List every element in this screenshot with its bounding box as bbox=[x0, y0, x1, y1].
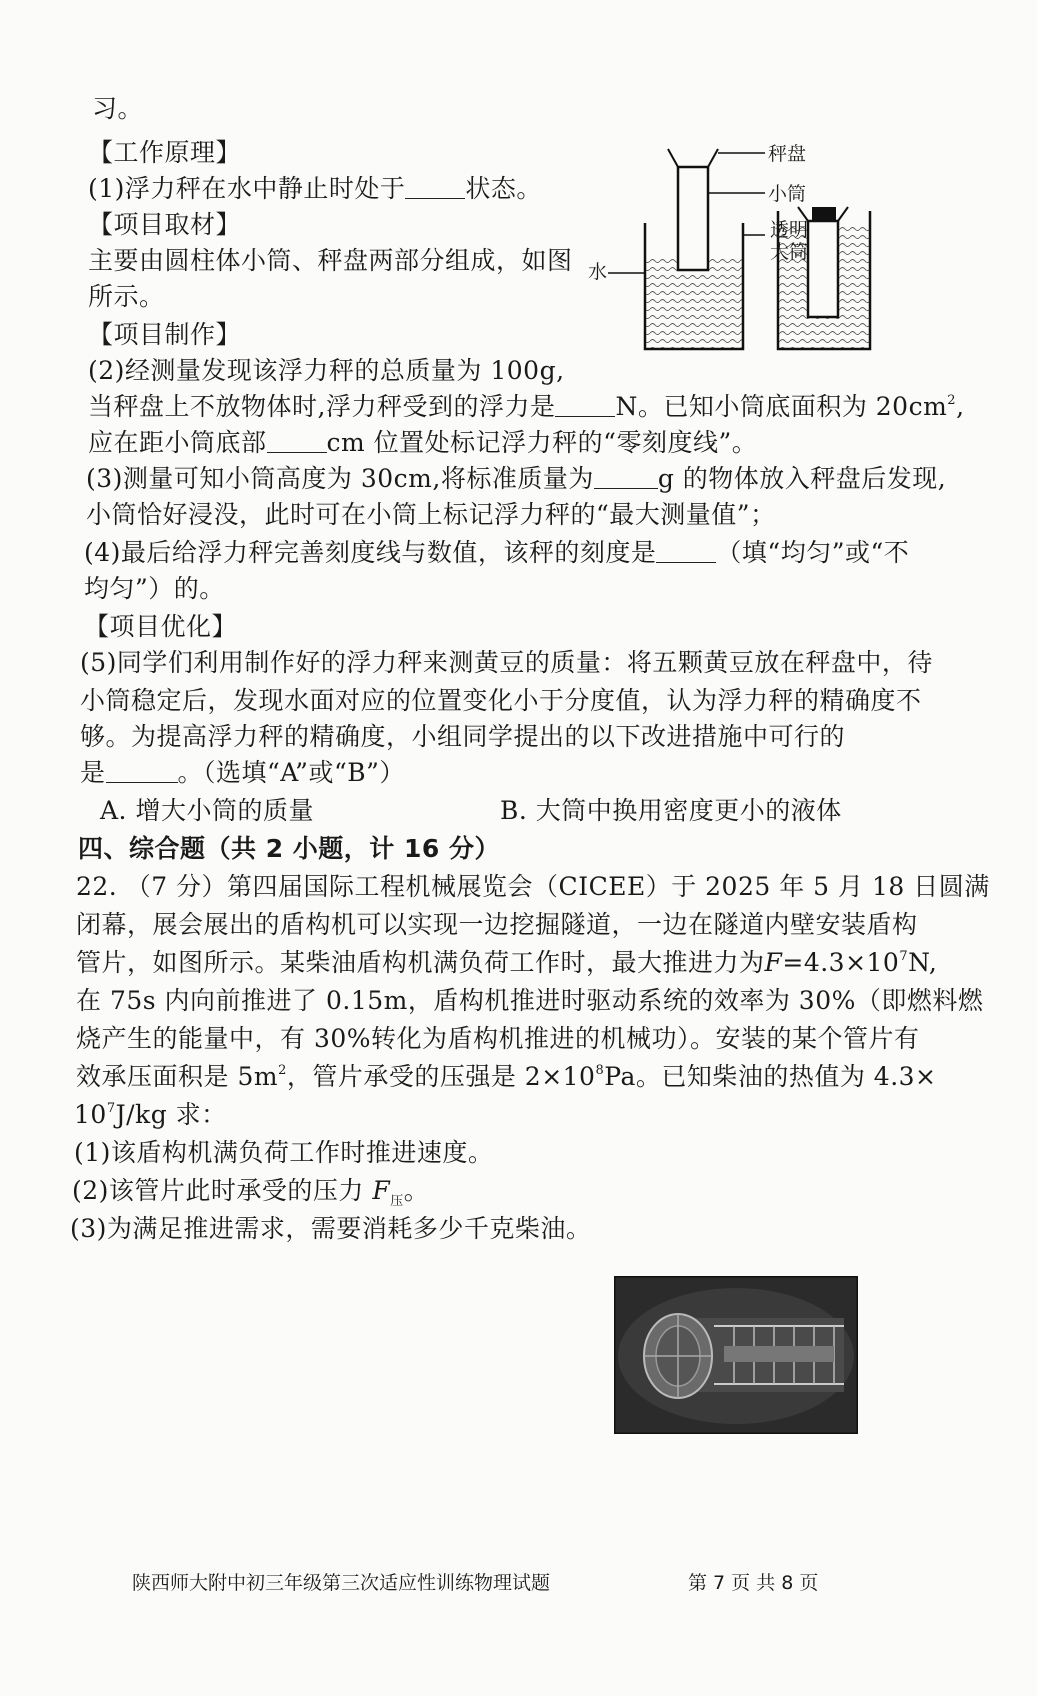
heading-make: 【项目制作】 bbox=[88, 320, 242, 349]
small-tube-right bbox=[808, 221, 838, 317]
heading-material: 【项目取材】 bbox=[88, 210, 242, 239]
option-a: A. 增大小筒的质量 bbox=[100, 796, 314, 825]
label-clear: 透明 bbox=[770, 219, 809, 241]
question-4-line-2: 均匀”）的。 bbox=[84, 574, 225, 603]
small-tube-left bbox=[678, 167, 708, 270]
tunnel-boring-machine-photo bbox=[614, 1276, 858, 1434]
label-small-tube: 小筒 bbox=[768, 183, 807, 205]
material-text-2: 所示。 bbox=[88, 282, 165, 311]
label-big-tube: 大筒 bbox=[770, 241, 809, 263]
question-22-sub-3: (3)为满足推进需求，需要消耗多少千克柴油。 bbox=[70, 1214, 592, 1243]
answer-blank-4 bbox=[656, 540, 716, 563]
question-2-line-1: (2)经测量发现该浮力秤的总质量为 100g, bbox=[88, 356, 565, 385]
footer-title: 陕西师大附中初三年级第三次适应性训练物理试题 bbox=[132, 1572, 551, 1594]
question-5-line-2: 小筒稳定后，发现水面对应的位置变化小于分度值，认为浮力秤的精确度不 bbox=[80, 686, 922, 715]
label-water: 水 bbox=[588, 261, 608, 283]
question-22-line-1: 22. （7 分）第四届国际工程机械展览会（CICEE）于 2025 年 5 月 18 日圆满 bbox=[76, 872, 990, 901]
question-22-sub-1: (1)该盾构机满负荷工作时推进速度。 bbox=[74, 1138, 494, 1167]
answer-blank-1 bbox=[405, 176, 465, 199]
question-22-line-4: 在 75s 内向前推进了 0.15m，盾构机推进时驱动系统的效率为 30%（即燃料燃 bbox=[76, 986, 984, 1015]
line-continuation: 习。 bbox=[92, 94, 144, 123]
footer-page-number: 第 7 页 共 8 页 bbox=[688, 1572, 819, 1594]
answer-blank-3 bbox=[594, 466, 658, 489]
answer-blank-2b bbox=[267, 430, 327, 453]
question-3-line-2: 小筒恰好浸没，此时可在小筒上标记浮力秤的“最大测量值”； bbox=[86, 500, 776, 529]
option-b: B. 大筒中换用密度更小的液体 bbox=[500, 796, 842, 825]
heading-work-principle: 【工作原理】 bbox=[88, 138, 242, 167]
label-pan: 秤盘 bbox=[768, 143, 807, 165]
question-1: (1)浮力秤在水中静止时处于 状态。 bbox=[88, 174, 542, 203]
question-5-line-1: (5)同学们利用制作好的浮力秤来测黄豆的质量：将五颗黄豆放在秤盘中，待 bbox=[80, 648, 933, 677]
buoyancy-scale-figure bbox=[588, 143, 960, 375]
question-2-line-2: 当秤盘上不放物体时,浮力秤受到的浮力是 N。已知小筒底面积为 $20cm^2$, bbox=[88, 392, 965, 421]
question-2-line-3: 应在距小筒底部 cm 位置处标记浮力秤的“零刻度线”。 bbox=[88, 428, 758, 457]
question-22-line-7: $10^7J/kg$ 求： bbox=[74, 1100, 227, 1129]
answer-blank-5 bbox=[106, 760, 178, 783]
answer-blank-2a bbox=[555, 394, 615, 417]
scale-pan-left bbox=[668, 149, 718, 167]
tbm-illustration bbox=[614, 1276, 858, 1434]
heading-optimize: 【项目优化】 bbox=[84, 612, 238, 641]
weight-block bbox=[812, 207, 836, 221]
question-22-line-3: 管片，如图所示。某柴油盾构机满负荷工作时，最大推进力为$F=4.3\times 10^7N$, bbox=[76, 948, 938, 977]
question-22-line-5: 烧产生的能量中，有 30%转化为盾构机推进的机械功）。安装的某个管片有 bbox=[76, 1024, 920, 1053]
question-5-line-4: 是 。（选填“A”或“B”） bbox=[80, 758, 405, 787]
section-4-heading: 四、综合题（共 2 小题，计 16 分） bbox=[78, 834, 501, 863]
question-4-line-1: (4)最后给浮力秤完善刻度线与数值，该秤的刻度是 （填“均匀”或“不 bbox=[84, 538, 910, 567]
question-22-line-2: 闭幕，展会展出的盾构机可以实现一边挖掘隧道，一边在隧道内壁安装盾构 bbox=[76, 910, 918, 939]
material-text-1: 主要由圆柱体小筒、秤盘两部分组成，如图 bbox=[88, 246, 573, 275]
question-22-sub-2: (2)该管片此时承受的压力 $F_压$。 bbox=[72, 1176, 430, 1209]
question-22-line-6: 效承压面积是 $5m^2$，管片承受的压强是 $2\times 10^8Pa$。已知柴油的热值为 4.3× bbox=[76, 1062, 937, 1091]
question-5-line-3: 够。为提高浮力秤的精确度，小组同学提出的以下改进措施中可行的 bbox=[80, 722, 846, 751]
question-3-line-1: (3)测量可知小筒高度为 30cm,将标准质量为 g 的物体放入秤盘后发现, bbox=[86, 464, 947, 493]
